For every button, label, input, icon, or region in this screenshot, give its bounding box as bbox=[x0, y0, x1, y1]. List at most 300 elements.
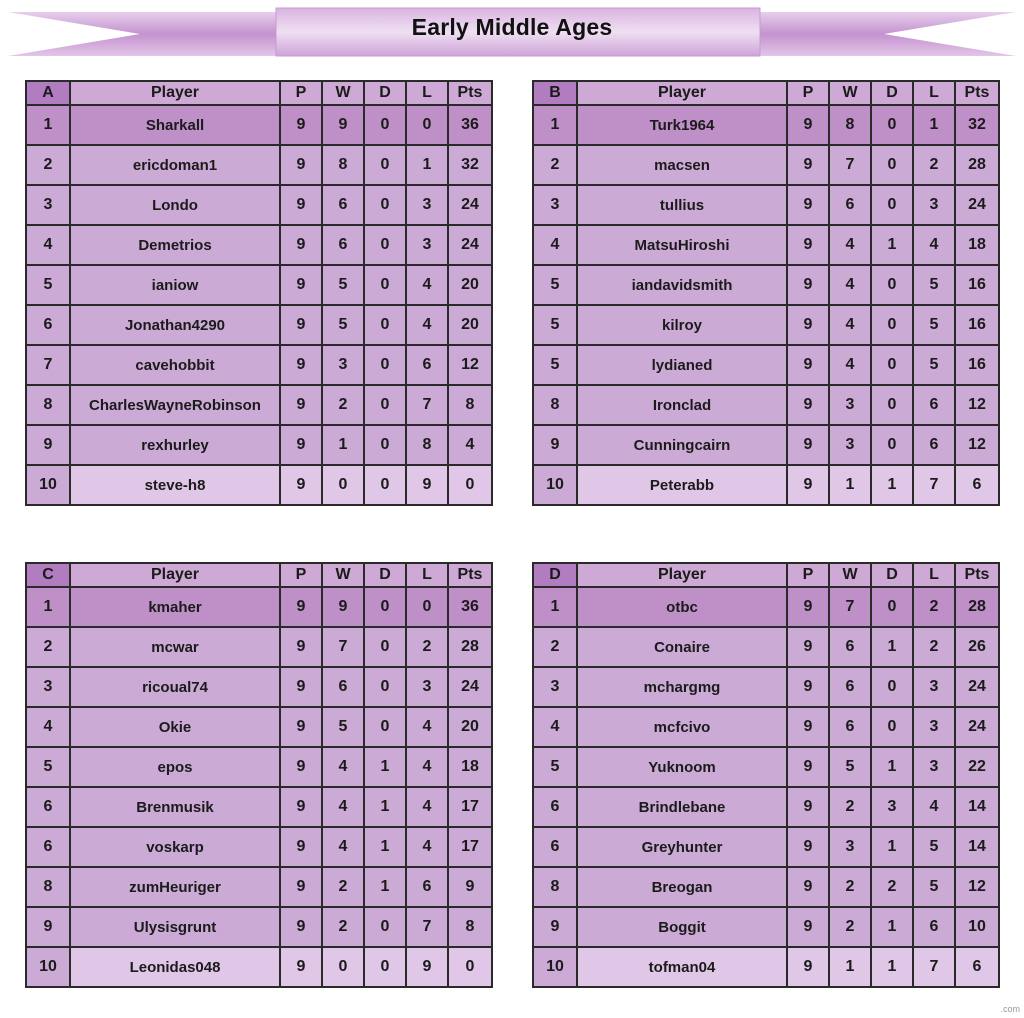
lost-cell: 4 bbox=[406, 305, 448, 345]
table-row bbox=[26, 105, 492, 145]
drawn-cell: 1 bbox=[871, 827, 913, 867]
table-row bbox=[26, 385, 492, 425]
played-cell: 9 bbox=[280, 465, 322, 505]
column-header-p: P bbox=[787, 81, 829, 105]
column-header-player: Player bbox=[577, 563, 787, 587]
column-header-w: W bbox=[829, 563, 871, 587]
won-cell: 6 bbox=[829, 627, 871, 667]
column-header-d: D bbox=[871, 563, 913, 587]
player-name-cell: epos bbox=[70, 747, 280, 787]
table-row bbox=[26, 425, 492, 465]
drawn-cell: 0 bbox=[871, 667, 913, 707]
points-cell: 28 bbox=[955, 145, 999, 185]
position-cell: 6 bbox=[533, 827, 577, 867]
points-cell: 8 bbox=[448, 907, 492, 947]
position-cell: 2 bbox=[533, 145, 577, 185]
player-name-cell: iandavidsmith bbox=[577, 265, 787, 305]
played-cell: 9 bbox=[787, 305, 829, 345]
lost-cell: 4 bbox=[406, 747, 448, 787]
lost-cell: 3 bbox=[913, 185, 955, 225]
played-cell: 9 bbox=[787, 667, 829, 707]
position-cell: 4 bbox=[26, 707, 70, 747]
drawn-cell: 0 bbox=[364, 947, 406, 987]
column-header-player: Player bbox=[577, 81, 787, 105]
lost-cell: 9 bbox=[406, 947, 448, 987]
player-name-cell: Brenmusik bbox=[70, 787, 280, 827]
lost-cell: 2 bbox=[913, 587, 955, 627]
drawn-cell: 0 bbox=[364, 627, 406, 667]
position-cell: 5 bbox=[533, 305, 577, 345]
player-name-cell: Turk1964 bbox=[577, 105, 787, 145]
won-cell: 5 bbox=[322, 305, 364, 345]
column-header-l: L bbox=[406, 81, 448, 105]
position-cell: 2 bbox=[533, 627, 577, 667]
column-header-pts: Pts bbox=[448, 81, 492, 105]
player-name-cell: kmaher bbox=[70, 587, 280, 627]
drawn-cell: 0 bbox=[871, 105, 913, 145]
lost-cell: 6 bbox=[913, 907, 955, 947]
position-cell: 9 bbox=[533, 907, 577, 947]
won-cell: 6 bbox=[322, 225, 364, 265]
points-cell: 14 bbox=[955, 787, 999, 827]
played-cell: 9 bbox=[787, 105, 829, 145]
lost-cell: 9 bbox=[406, 465, 448, 505]
column-header-w: W bbox=[829, 81, 871, 105]
lost-cell: 5 bbox=[913, 305, 955, 345]
played-cell: 9 bbox=[280, 385, 322, 425]
points-cell: 14 bbox=[955, 827, 999, 867]
position-cell: 5 bbox=[533, 747, 577, 787]
won-cell: 8 bbox=[829, 105, 871, 145]
points-cell: 0 bbox=[448, 947, 492, 987]
points-cell: 6 bbox=[955, 947, 999, 987]
lost-cell: 4 bbox=[913, 225, 955, 265]
played-cell: 9 bbox=[280, 787, 322, 827]
column-header-player: Player bbox=[70, 563, 280, 587]
lost-cell: 0 bbox=[406, 105, 448, 145]
won-cell: 2 bbox=[322, 907, 364, 947]
position-cell: 6 bbox=[533, 787, 577, 827]
points-cell: 16 bbox=[955, 305, 999, 345]
position-cell: 8 bbox=[26, 385, 70, 425]
drawn-cell: 1 bbox=[871, 947, 913, 987]
table-header-row bbox=[26, 81, 492, 105]
drawn-cell: 1 bbox=[871, 747, 913, 787]
points-cell: 4 bbox=[448, 425, 492, 465]
table-row bbox=[533, 185, 999, 225]
position-cell: 1 bbox=[26, 105, 70, 145]
player-name-cell: mchargmg bbox=[577, 667, 787, 707]
group-label: B bbox=[533, 81, 577, 105]
played-cell: 9 bbox=[280, 907, 322, 947]
table-row bbox=[26, 587, 492, 627]
lost-cell: 2 bbox=[913, 145, 955, 185]
position-cell: 1 bbox=[533, 587, 577, 627]
drawn-cell: 0 bbox=[364, 145, 406, 185]
table-row bbox=[533, 345, 999, 385]
table-header-row bbox=[26, 563, 492, 587]
played-cell: 9 bbox=[787, 867, 829, 907]
drawn-cell: 0 bbox=[364, 425, 406, 465]
standings-table-group-c bbox=[25, 562, 493, 988]
won-cell: 1 bbox=[829, 947, 871, 987]
drawn-cell: 0 bbox=[364, 305, 406, 345]
won-cell: 2 bbox=[322, 385, 364, 425]
column-header-player: Player bbox=[70, 81, 280, 105]
player-name-cell: Yuknoom bbox=[577, 747, 787, 787]
column-header-pts: Pts bbox=[955, 81, 999, 105]
played-cell: 9 bbox=[787, 145, 829, 185]
drawn-cell: 1 bbox=[871, 465, 913, 505]
won-cell: 6 bbox=[829, 707, 871, 747]
table-row bbox=[26, 747, 492, 787]
drawn-cell: 1 bbox=[364, 867, 406, 907]
position-cell: 3 bbox=[26, 667, 70, 707]
played-cell: 9 bbox=[787, 345, 829, 385]
table-row bbox=[26, 827, 492, 867]
standings-table-group-a bbox=[25, 80, 493, 506]
table-row bbox=[533, 667, 999, 707]
table-row bbox=[533, 225, 999, 265]
played-cell: 9 bbox=[787, 947, 829, 987]
won-cell: 4 bbox=[829, 345, 871, 385]
lost-cell: 2 bbox=[913, 627, 955, 667]
points-cell: 17 bbox=[448, 827, 492, 867]
played-cell: 9 bbox=[280, 425, 322, 465]
position-cell: 10 bbox=[26, 947, 70, 987]
played-cell: 9 bbox=[280, 947, 322, 987]
drawn-cell: 0 bbox=[871, 707, 913, 747]
player-name-cell: Ironclad bbox=[577, 385, 787, 425]
column-header-d: D bbox=[364, 563, 406, 587]
player-name-cell: Boggit bbox=[577, 907, 787, 947]
lost-cell: 6 bbox=[913, 385, 955, 425]
won-cell: 3 bbox=[322, 345, 364, 385]
points-cell: 17 bbox=[448, 787, 492, 827]
column-header-l: L bbox=[406, 563, 448, 587]
points-cell: 8 bbox=[448, 385, 492, 425]
player-name-cell: zumHeuriger bbox=[70, 867, 280, 907]
won-cell: 4 bbox=[829, 265, 871, 305]
player-name-cell: mcfcivo bbox=[577, 707, 787, 747]
lost-cell: 4 bbox=[406, 787, 448, 827]
won-cell: 2 bbox=[829, 787, 871, 827]
player-name-cell: ericdoman1 bbox=[70, 145, 280, 185]
player-name-cell: kilroy bbox=[577, 305, 787, 345]
lost-cell: 3 bbox=[913, 667, 955, 707]
table-row bbox=[533, 747, 999, 787]
played-cell: 9 bbox=[787, 827, 829, 867]
position-cell: 9 bbox=[26, 907, 70, 947]
position-cell: 5 bbox=[26, 747, 70, 787]
column-header-p: P bbox=[280, 563, 322, 587]
position-cell: 8 bbox=[533, 867, 577, 907]
lost-cell: 4 bbox=[406, 265, 448, 305]
drawn-cell: 0 bbox=[871, 425, 913, 465]
position-cell: 1 bbox=[26, 587, 70, 627]
player-name-cell: CharlesWayneRobinson bbox=[70, 385, 280, 425]
points-cell: 24 bbox=[448, 667, 492, 707]
position-cell: 3 bbox=[533, 667, 577, 707]
drawn-cell: 1 bbox=[871, 627, 913, 667]
column-header-l: L bbox=[913, 563, 955, 587]
column-header-p: P bbox=[787, 563, 829, 587]
player-name-cell: MatsuHiroshi bbox=[577, 225, 787, 265]
table-row bbox=[26, 907, 492, 947]
position-cell: 10 bbox=[26, 465, 70, 505]
won-cell: 6 bbox=[322, 667, 364, 707]
won-cell: 7 bbox=[829, 587, 871, 627]
points-cell: 32 bbox=[955, 105, 999, 145]
drawn-cell: 0 bbox=[871, 305, 913, 345]
table-row bbox=[533, 265, 999, 305]
position-cell: 9 bbox=[26, 425, 70, 465]
player-name-cell: Cunningcairn bbox=[577, 425, 787, 465]
player-name-cell: rexhurley bbox=[70, 425, 280, 465]
position-cell: 3 bbox=[533, 185, 577, 225]
drawn-cell: 0 bbox=[364, 587, 406, 627]
player-name-cell: ricoual74 bbox=[70, 667, 280, 707]
won-cell: 6 bbox=[829, 667, 871, 707]
position-cell: 8 bbox=[533, 385, 577, 425]
played-cell: 9 bbox=[280, 867, 322, 907]
lost-cell: 3 bbox=[913, 747, 955, 787]
played-cell: 9 bbox=[787, 587, 829, 627]
won-cell: 9 bbox=[322, 105, 364, 145]
table-row bbox=[533, 425, 999, 465]
played-cell: 9 bbox=[787, 747, 829, 787]
won-cell: 9 bbox=[322, 587, 364, 627]
won-cell: 3 bbox=[829, 385, 871, 425]
won-cell: 0 bbox=[322, 947, 364, 987]
lost-cell: 3 bbox=[406, 667, 448, 707]
points-cell: 22 bbox=[955, 747, 999, 787]
points-cell: 24 bbox=[955, 707, 999, 747]
won-cell: 4 bbox=[322, 787, 364, 827]
won-cell: 1 bbox=[829, 465, 871, 505]
table-header-row bbox=[533, 563, 999, 587]
lost-cell: 6 bbox=[406, 345, 448, 385]
drawn-cell: 0 bbox=[364, 907, 406, 947]
drawn-cell: 0 bbox=[871, 265, 913, 305]
lost-cell: 1 bbox=[406, 145, 448, 185]
table-row bbox=[26, 225, 492, 265]
points-cell: 0 bbox=[448, 465, 492, 505]
drawn-cell: 0 bbox=[871, 587, 913, 627]
drawn-cell: 0 bbox=[364, 667, 406, 707]
table-row bbox=[26, 627, 492, 667]
lost-cell: 3 bbox=[406, 225, 448, 265]
won-cell: 5 bbox=[322, 707, 364, 747]
won-cell: 4 bbox=[829, 225, 871, 265]
won-cell: 5 bbox=[322, 265, 364, 305]
lost-cell: 0 bbox=[406, 587, 448, 627]
table-row bbox=[26, 667, 492, 707]
played-cell: 9 bbox=[787, 627, 829, 667]
position-cell: 3 bbox=[26, 185, 70, 225]
points-cell: 20 bbox=[448, 265, 492, 305]
position-cell: 5 bbox=[533, 345, 577, 385]
player-name-cell: Demetrios bbox=[70, 225, 280, 265]
standings-table-group-b bbox=[532, 80, 1000, 506]
won-cell: 3 bbox=[829, 425, 871, 465]
table-row bbox=[26, 265, 492, 305]
lost-cell: 4 bbox=[913, 787, 955, 827]
won-cell: 4 bbox=[322, 827, 364, 867]
table-row bbox=[26, 305, 492, 345]
won-cell: 3 bbox=[829, 827, 871, 867]
table-header-row bbox=[533, 81, 999, 105]
played-cell: 9 bbox=[787, 185, 829, 225]
watermark-text: .com bbox=[1000, 1004, 1020, 1014]
player-name-cell: macsen bbox=[577, 145, 787, 185]
drawn-cell: 2 bbox=[871, 867, 913, 907]
player-name-cell: ianiow bbox=[70, 265, 280, 305]
drawn-cell: 0 bbox=[364, 707, 406, 747]
player-name-cell: tullius bbox=[577, 185, 787, 225]
column-header-d: D bbox=[871, 81, 913, 105]
points-cell: 12 bbox=[955, 867, 999, 907]
player-name-cell: Okie bbox=[70, 707, 280, 747]
lost-cell: 8 bbox=[406, 425, 448, 465]
table-row bbox=[26, 145, 492, 185]
position-cell: 4 bbox=[26, 225, 70, 265]
played-cell: 9 bbox=[787, 907, 829, 947]
points-cell: 28 bbox=[955, 587, 999, 627]
lost-cell: 3 bbox=[913, 707, 955, 747]
player-name-cell: Jonathan4290 bbox=[70, 305, 280, 345]
table-row bbox=[26, 345, 492, 385]
won-cell: 4 bbox=[829, 305, 871, 345]
played-cell: 9 bbox=[280, 185, 322, 225]
lost-cell: 4 bbox=[406, 707, 448, 747]
group-label: D bbox=[533, 563, 577, 587]
points-cell: 28 bbox=[448, 627, 492, 667]
player-name-cell: Peterabb bbox=[577, 465, 787, 505]
points-cell: 6 bbox=[955, 465, 999, 505]
played-cell: 9 bbox=[787, 787, 829, 827]
position-cell: 1 bbox=[533, 105, 577, 145]
points-cell: 12 bbox=[955, 425, 999, 465]
played-cell: 9 bbox=[787, 265, 829, 305]
won-cell: 5 bbox=[829, 747, 871, 787]
points-cell: 24 bbox=[955, 667, 999, 707]
played-cell: 9 bbox=[280, 827, 322, 867]
player-name-cell: Conaire bbox=[577, 627, 787, 667]
points-cell: 36 bbox=[448, 105, 492, 145]
won-cell: 0 bbox=[322, 465, 364, 505]
played-cell: 9 bbox=[787, 225, 829, 265]
drawn-cell: 1 bbox=[871, 907, 913, 947]
table-row bbox=[26, 707, 492, 747]
position-cell: 2 bbox=[26, 627, 70, 667]
played-cell: 9 bbox=[280, 707, 322, 747]
lost-cell: 6 bbox=[406, 867, 448, 907]
player-name-cell: Londo bbox=[70, 185, 280, 225]
position-cell: 10 bbox=[533, 465, 577, 505]
won-cell: 2 bbox=[829, 867, 871, 907]
points-cell: 18 bbox=[955, 225, 999, 265]
player-name-cell: Greyhunter bbox=[577, 827, 787, 867]
table-row bbox=[26, 185, 492, 225]
standings-table-group-d bbox=[532, 562, 1000, 988]
lost-cell: 5 bbox=[913, 345, 955, 385]
played-cell: 9 bbox=[787, 385, 829, 425]
won-cell: 1 bbox=[322, 425, 364, 465]
table-row bbox=[533, 587, 999, 627]
table-row bbox=[533, 947, 999, 987]
points-cell: 16 bbox=[955, 265, 999, 305]
position-cell: 9 bbox=[533, 425, 577, 465]
drawn-cell: 3 bbox=[871, 787, 913, 827]
column-header-pts: Pts bbox=[448, 563, 492, 587]
position-cell: 4 bbox=[533, 225, 577, 265]
lost-cell: 2 bbox=[406, 627, 448, 667]
lost-cell: 4 bbox=[406, 827, 448, 867]
table-row bbox=[533, 827, 999, 867]
won-cell: 7 bbox=[829, 145, 871, 185]
player-name-cell: Ulysisgrunt bbox=[70, 907, 280, 947]
position-cell: 10 bbox=[533, 947, 577, 987]
position-cell: 6 bbox=[26, 827, 70, 867]
drawn-cell: 0 bbox=[871, 185, 913, 225]
drawn-cell: 1 bbox=[364, 787, 406, 827]
lost-cell: 5 bbox=[913, 265, 955, 305]
position-cell: 6 bbox=[26, 305, 70, 345]
lost-cell: 6 bbox=[913, 425, 955, 465]
lost-cell: 7 bbox=[406, 385, 448, 425]
played-cell: 9 bbox=[280, 345, 322, 385]
player-name-cell: Leonidas048 bbox=[70, 947, 280, 987]
table-row bbox=[533, 907, 999, 947]
column-header-w: W bbox=[322, 81, 364, 105]
points-cell: 24 bbox=[448, 225, 492, 265]
drawn-cell: 0 bbox=[364, 345, 406, 385]
page-title: Early Middle Ages bbox=[411, 14, 613, 40]
position-cell: 2 bbox=[26, 145, 70, 185]
group-label: C bbox=[26, 563, 70, 587]
column-header-l: L bbox=[913, 81, 955, 105]
points-cell: 10 bbox=[955, 907, 999, 947]
drawn-cell: 0 bbox=[871, 145, 913, 185]
column-header-p: P bbox=[280, 81, 322, 105]
position-cell: 4 bbox=[533, 707, 577, 747]
table-row bbox=[533, 385, 999, 425]
played-cell: 9 bbox=[787, 465, 829, 505]
lost-cell: 7 bbox=[913, 465, 955, 505]
points-cell: 32 bbox=[448, 145, 492, 185]
points-cell: 12 bbox=[448, 345, 492, 385]
points-cell: 24 bbox=[955, 185, 999, 225]
player-name-cell: cavehobbit bbox=[70, 345, 280, 385]
played-cell: 9 bbox=[280, 667, 322, 707]
drawn-cell: 0 bbox=[364, 185, 406, 225]
drawn-cell: 0 bbox=[364, 105, 406, 145]
points-cell: 26 bbox=[955, 627, 999, 667]
table-row bbox=[26, 787, 492, 827]
won-cell: 6 bbox=[829, 185, 871, 225]
table-row bbox=[26, 867, 492, 907]
player-name-cell: tofman04 bbox=[577, 947, 787, 987]
points-cell: 20 bbox=[448, 305, 492, 345]
table-row bbox=[533, 145, 999, 185]
drawn-cell: 0 bbox=[364, 465, 406, 505]
position-cell: 5 bbox=[533, 265, 577, 305]
played-cell: 9 bbox=[280, 225, 322, 265]
played-cell: 9 bbox=[787, 707, 829, 747]
points-cell: 16 bbox=[955, 345, 999, 385]
played-cell: 9 bbox=[280, 145, 322, 185]
